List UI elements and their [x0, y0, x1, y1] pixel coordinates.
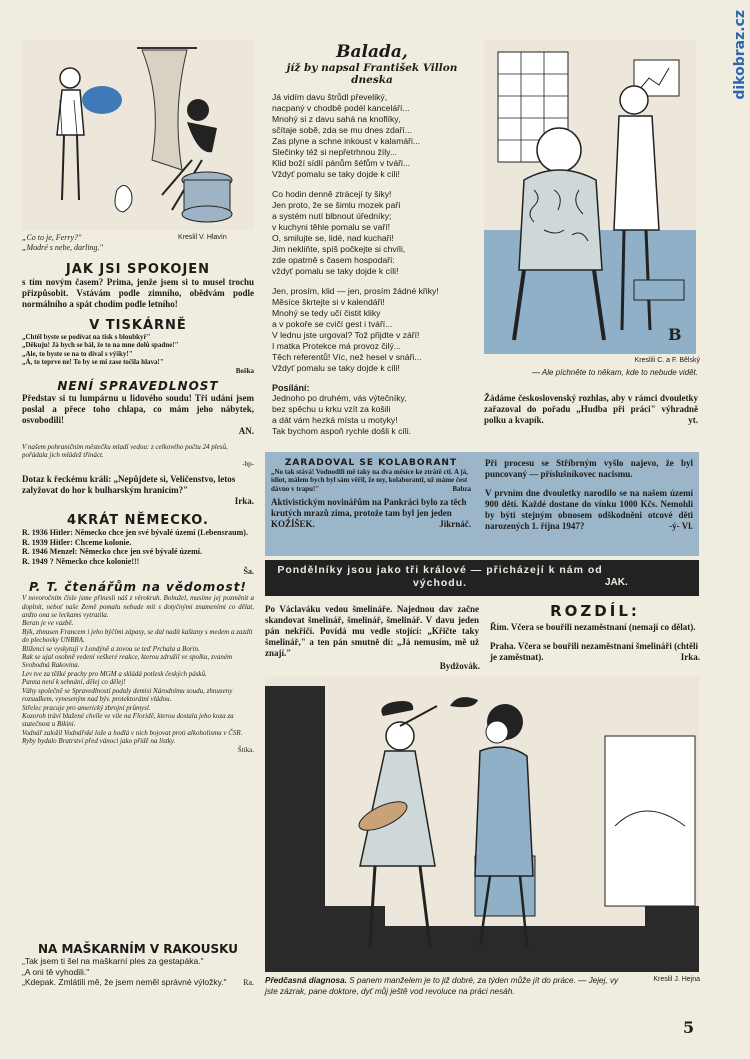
zodiac-item: Váhy společně se Spravedlností podaly demisi Národnímu soudu, zhnuseny rozsudkem, vyneseným nad býv. protektorátní vládou.	[22, 686, 233, 704]
cartoon-diagnosis-drawing	[265, 676, 699, 972]
rozdil-p2: Praha. Včera se bouřili nezaměstnaní šmelináři (chtěli je zaměstnat).	[490, 641, 699, 662]
spokojen-title: JAK JSI SPOKOJEN	[65, 262, 211, 277]
rozdil-section	[490, 602, 700, 663]
ctenarum-intro: V novoročním čísle jsme přinesli náš z věrokruh. Bohužel, musíme jej pozměnit a doplnit, neboť naše Země pomalu nebude mít s dotyčnými znameními co dělat, anžto ona se leckams vytratila.	[22, 594, 254, 620]
rozdil-p1: Řím. Včera se bouřili nezaměstnaní (nemají co dělat).	[490, 622, 696, 632]
tiskarne-title: V TISKÁRNĚ	[89, 318, 187, 333]
cartoon-ferry-credit: Kreslil V. Hlavín	[178, 234, 227, 241]
zodiac-item: Ryby bydalo Bratrství před vánoci jako přídě na lístky.	[22, 737, 176, 746]
right-blue-box	[485, 458, 693, 532]
tiskarne-signature: Boška	[235, 366, 254, 375]
zaradoval-signature: Babza	[452, 485, 471, 494]
spokojen-text: s tím novým časem? Prima, jenže jsem si to musel trochu přizpůsobit. Vstávám podle zimního, obědvám podle normálního a spát chodím podle letního!	[22, 277, 254, 309]
cartoon-tattoo-caption: — Ale píchněte to někam, kde to nebude vidět.	[531, 368, 698, 377]
posilani-text: Jednoho po druhém, vás výtečníky, bez spěchu u krku vzít za košili a dát vám hezká místa u motyky! Tak bychom aspoň rychle došli k cíli.	[272, 393, 411, 436]
smelinari-signature: Bydžovák.	[439, 661, 480, 671]
balada-section	[272, 42, 472, 437]
rozdil-signature: Irka.	[680, 652, 700, 662]
zodiac-item: Blíženci se vyskytují v Londýně a zovou se teď Prchala a Borin.	[22, 644, 200, 653]
maskarni-title: NA MAŠKARNÍM V RAKOUSKU	[37, 942, 238, 956]
diagnosis-caption-text: S panem manželem je to již dobré, za týden může jít do práce. — Jejej, vy jste zázrak, pane doktore, dyť můj ještě vod revoluce na práci nesáh.	[265, 976, 619, 996]
zodiac-item: Lev tve za těžké prachy pro MGM a skládá potlesk českých pásků.	[22, 669, 207, 678]
maskarni-section	[22, 942, 254, 987]
left-column	[22, 262, 254, 754]
smelinari-text: Po Václaváku vedou šmelináře. Najednou dav začne skandovat šmelinář, šmelinář, šmelinář. V davu jeden pán nekřičí. Povídá mu vedle stojící: „Křičte taky šmelinář," a ten pán smutně dí: „Já nemusím, mě už znají."	[265, 604, 479, 658]
spravedlnost-signature: AN.	[238, 426, 254, 437]
rozhlas-signature: yt.	[688, 415, 698, 425]
dvouletka-signature: -ý- Vl.	[669, 521, 693, 531]
page-number: 5	[683, 1018, 695, 1037]
spravedlnost-text: Představ si tu lumpárnu u lidového soudu! Tři udání jsem poslal a přece toho chlapa, co mám jeho nábytek, osvobodili!	[22, 393, 254, 426]
rozhlas-text	[484, 393, 698, 426]
zodiac-item: Vodnář založil Vodnářské lože a hodlá v nich bojovat proti alkoholismu v ČSR.	[22, 728, 243, 737]
zodiac-list	[22, 619, 254, 745]
novinari-text: Aktivistickým novinářům na Pankráci bylo za těch krutých mrazů zima, protože tam byl jen jeden KOŽÍŠEK.	[271, 496, 467, 529]
nemecko-text: R. 1936 Hitler: Německo chce jen své bývalé území (Lebensraum). R. 1939 Hitler: Chceme kolonie. R. 1946 Menzel: Německo chce jen své bývalé území. R. 1949 ? Německo chce kolonie!!!	[22, 528, 248, 567]
cartoon-ferry-caption: „Co to je, Ferry?" „Modré s nebe, darling."	[22, 233, 103, 252]
ctenarum-signature: Štika.	[237, 745, 254, 754]
zodiac-item: Panna není k sehnání, dělej co dělej!	[22, 678, 126, 687]
pohranici-text: V našem pohraničním městečku mladí vedou: z celkového počtu 24 plesů, pořádala jich mládež třináct.	[22, 443, 228, 460]
balada-stanza: Co hodin denně ztrácejí ty šiky! Jen proto, že se šimlu mozek paří a systém nutí blbnout úředníky; v kuchyni těhle pomalu se vaří! O, smilujte se, lidé, nad kuchaři! Jim nekliňte, spíš počkejte si chvíli, zde opatrně s časem hospodaří: vždyť pomalu se taky dojde k cíli!	[272, 189, 406, 276]
zaradoval-title: ZARADOVAL SE KOLABORANT	[284, 458, 458, 468]
recky-signature: Irka.	[234, 496, 254, 507]
balada-stanza: Já vidím davu štrůdl převeliký, nacpaný v chodbě podél kanceláří... Mnohý si z davu sahá na knoflíky, sčítaje sobě, zda se mu dnes zdaří... Zas plyne a schne inkoust v kalamáři... Slečinky též si nepřetrhnou žíly... Klid boží sídlí pánům šéfům v tváři... Vždyť pomalu se taky dojde k cíli!	[272, 92, 421, 179]
novinari-signature: Jikrnáč.	[439, 518, 471, 529]
zodiac-item: Střelec pracuje pro americký zbrojní průmysl.	[22, 703, 151, 712]
banner	[265, 560, 699, 596]
watermark: dikobraz.cz	[732, 10, 748, 100]
pohranici-signature: -bp-	[242, 459, 254, 468]
zodiac-item: Beran je ve vazbě.	[22, 619, 74, 628]
cartoon-diagnosis	[265, 676, 699, 972]
banner-text: Pondělníky jsou jako tři králové — přicházejí k nám od východu.	[277, 564, 603, 589]
cartoon-ferry	[22, 40, 254, 230]
blue-band	[265, 452, 699, 556]
cartoon-tattoo-credit: Kreslili C. a F. Bělský	[634, 357, 700, 364]
balada-title: Balada,	[336, 42, 408, 62]
dvouletka-text: V prvním dne dvouletky narodilo se na našem území 900 dětí. Každé dostane do vínku 1000 Kčs. Nemohli by býti stejným obnosem odškodněni otcové děti narozených 1. října 1947?	[485, 488, 693, 531]
cartoon-diagnosis-credit: Kreslil J. Hejna	[653, 976, 700, 983]
maskarni-signature: Ra.	[243, 977, 254, 987]
nemecko-title: 4KRÁT NĚMECKO.	[67, 513, 209, 529]
balada-subtitle: jíž by napsal František Villon dneska	[286, 62, 458, 86]
recky-text: Dotaz k řeckému králi: „Nepůjdete si, Veličenstvo, letos zalyžovat do hor k bulharským hranicím?"	[22, 474, 236, 496]
cartoon-diagnosis-caption	[265, 975, 625, 997]
cartoon-ferry-drawing	[22, 40, 254, 230]
svg-text:B: B	[668, 325, 682, 344]
cartoon-tattoo-drawing	[484, 40, 696, 354]
rozhlas-body: Žádáme československý rozhlas, aby v rámci dvouletky zařazoval do pořadu „Hudba při práci" výhradně polku a kvapík.	[484, 393, 698, 425]
rozdil-title: ROZDÍL:	[550, 602, 640, 620]
banner-signature: JAK.	[605, 577, 628, 588]
zaradoval-box	[271, 458, 471, 530]
cartoon-tattoo	[484, 40, 696, 354]
zodiac-item: Kozoroh tráví blažené chvíle ve vile na Floridě, kterou dostala jeho koza za statečnost u Bikini.	[22, 711, 234, 729]
zodiac-item: Rak se ujal osobně vedení veškeré reakce, kterou združil ve spolku, zvaném Svobodná Rakovina.	[22, 653, 232, 670]
diagnosis-caption-title: Předčasná diagnosa.	[265, 976, 347, 985]
maskarni-text: „Tak jsem ti šel na maškarní ples za gestapáka." „A oni tě vyhodili." „Kdepak. Zmlátili mě, že jsem neměl správné výložky."	[22, 956, 227, 987]
spravedlnost-title: NENÍ SPRAVEDLNOST	[57, 379, 219, 394]
tiskarne-text: „Chtěl byste se podívat na tisk s bloubkyř" „Děkuju! Já bych se bál, že to na mne dolů spadne!" „Ale, to byste se na to díval s výšky!" „Á, to teprve ne! To by se mi zase točila hlava!"	[22, 333, 179, 367]
zodiac-item: Býk, zhnusen Francem i jeho býčími zápasy, se dal nadít kaštany s medem a zazdít do plechovky UNRRA.	[22, 627, 253, 645]
nemecko-signature: Ša.	[243, 566, 254, 576]
balada-stanza: Jen, prosím, klid — jen, prosím žádné křiky! Měsíce škrtejte si v kalendáři! Mnohý se tedy učí čistit kliky a v pokoře se cvičí gest i tváří... V lednu jste urgoval? Tož přijdte v září! I matka Protekce má provoz čilý... Těch referentů! Víc, než hesel v snáři... Vždyť pomalu se taky dojde k cíli!	[272, 286, 439, 373]
posilani-title: Posílání:	[272, 383, 310, 393]
ctenarum-title: P. T. čtenářům na vědomost!	[29, 580, 247, 595]
zaradoval-text: „No tak stává! Vodnodili mě taky na dva měsíce ke ztrátě cti. A já, idiot, málem bych byl sám věřil, že my, kolaboranti, už máme čest dávno v trapu!"	[271, 468, 468, 493]
stribrny-text: Při procesu se Stříbrným vyšlo najevo, že byl puncovaný — příslušníkovec nacismu.	[485, 458, 693, 479]
